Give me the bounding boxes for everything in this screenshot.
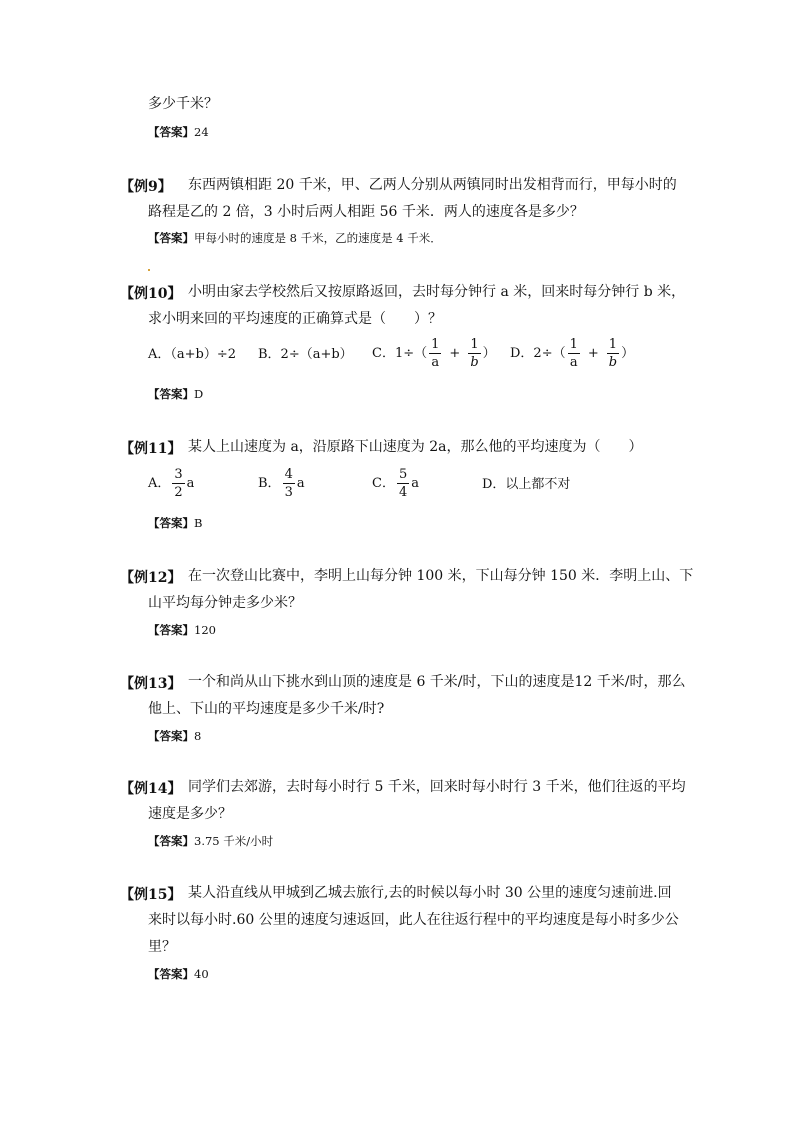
fraction-1-over-b bbox=[607, 337, 619, 370]
answer-value: 3.75 千米/小时 bbox=[194, 834, 274, 848]
option-c bbox=[372, 337, 496, 370]
answer-value: B bbox=[194, 516, 203, 530]
variable-a: a bbox=[296, 475, 305, 491]
problem-text-line: 来时以每小时.60 公里的速度匀速返回，此人在往返行程中的平均速度是每小时多少公 bbox=[148, 912, 679, 928]
fraction-1-over-a bbox=[568, 337, 580, 370]
option-a bbox=[148, 467, 194, 500]
fraction-denominator: a bbox=[431, 355, 440, 370]
problem-text-line: 里？ bbox=[148, 939, 176, 955]
option-b-prefix: B． bbox=[258, 475, 281, 491]
problem-text-line: 在一次登山比赛中，李明上山每分钟 100 米，下山每分钟 150 米．李明上山、下 bbox=[188, 568, 694, 584]
problem-text-line: 山平均每分钟走多少米？ bbox=[148, 595, 302, 611]
answer-value: 40 bbox=[194, 967, 209, 981]
fraction-numerator: 3 bbox=[174, 467, 183, 482]
fraction-numerator: 1 bbox=[470, 337, 479, 352]
fraction-denominator: 2 bbox=[174, 485, 183, 500]
answer-tag: 【答案】 bbox=[148, 729, 194, 743]
plus-sign: + bbox=[449, 345, 461, 361]
option-b bbox=[258, 467, 305, 500]
fraction-numerator: 1 bbox=[569, 337, 578, 352]
answer-line bbox=[148, 966, 209, 982]
option-d-prefix: D．2÷（ bbox=[510, 345, 566, 361]
answer-value: 8 bbox=[194, 729, 202, 743]
answer-value: 120 bbox=[194, 623, 216, 637]
close-paren: ） bbox=[621, 345, 635, 361]
option-d: D．以上都不对 bbox=[482, 477, 571, 492]
problem-text-line: 一个和尚从山下挑水到山顶的速度是 6 千米/时，下山的速度是12 千米/时，那么 bbox=[188, 674, 686, 690]
fraction-numerator: 1 bbox=[431, 337, 440, 352]
problem-text-line: 路程是乙的 2 倍，3 小时后两人相距 56 千米．两人的速度各是多少？ bbox=[148, 204, 584, 220]
answer-line bbox=[148, 230, 442, 246]
example-label: 【例11】 bbox=[120, 441, 182, 457]
answer-line bbox=[148, 833, 273, 849]
option-a: A．（a+b）÷2 bbox=[148, 347, 237, 362]
fraction-numerator: 4 bbox=[284, 467, 293, 482]
plus-sign: + bbox=[587, 345, 599, 361]
problem-text-line: 同学们去郊游，去时每小时行 5 千米，回来时每小时行 3 千米，他们往返的平均 bbox=[188, 779, 686, 795]
example-label: 【例9】 bbox=[120, 179, 172, 195]
answer-tag: 【答案】 bbox=[148, 125, 194, 139]
option-d bbox=[510, 337, 634, 370]
answer-tag: 【答案】 bbox=[148, 623, 194, 637]
problem-text-line: 某人沿直线从甲城到乙城去旅行,去的时候以每小时 30 公里的速度匀速前进.回 bbox=[188, 885, 672, 901]
answer-tag: 【答案】 bbox=[148, 834, 194, 848]
variable-a: a bbox=[186, 475, 195, 491]
answer-line bbox=[148, 124, 209, 140]
problem-text-line: 某人上山速度为 a，沿原路下山速度为 2a，那么他的平均速度为（ ） bbox=[188, 439, 643, 455]
fraction-denominator: b bbox=[608, 355, 618, 370]
problem-text-line: 小明由家去学校然后又按原路返回，去时每分钟行 a 米，回来时每分钟行 b 米， bbox=[188, 284, 686, 300]
answer-line bbox=[148, 386, 203, 402]
example-label: 【例14】 bbox=[120, 781, 182, 797]
fraction-numerator: 5 bbox=[398, 467, 408, 482]
answer-line bbox=[148, 728, 201, 744]
option-c bbox=[372, 467, 419, 500]
problem-text-line: 他上、下山的平均速度是多少千米/时? bbox=[148, 701, 385, 717]
fraction bbox=[172, 467, 184, 500]
stray-mark bbox=[148, 269, 150, 271]
answer-line bbox=[148, 515, 202, 531]
fraction-denominator: a bbox=[569, 355, 578, 370]
fraction-denominator: 3 bbox=[284, 485, 293, 500]
fraction-numerator: 1 bbox=[608, 337, 618, 352]
option-b: B．2÷（a+b） bbox=[258, 347, 353, 362]
example-label: 【例15】 bbox=[120, 887, 182, 903]
problem-text-line: 东西两镇相距 20 千米，甲、乙两人分别从两镇同时出发相背而行，甲每小时的 bbox=[188, 177, 677, 193]
answer-tag: 【答案】 bbox=[148, 231, 194, 245]
problem-continuation: 多少千米？ bbox=[148, 96, 218, 112]
answer-tag: 【答案】 bbox=[148, 967, 194, 981]
answer-tag: 【答案】 bbox=[148, 516, 194, 530]
answer-tag: 【答案】 bbox=[148, 387, 194, 401]
option-c-prefix: C．1÷（ bbox=[372, 345, 428, 361]
answer-value: 24 bbox=[194, 125, 209, 139]
answer-value: 甲每小时的速度是 8 千米，乙的速度是 4 千米． bbox=[194, 231, 442, 245]
variable-a: a bbox=[411, 475, 419, 491]
fraction-1-over-b bbox=[468, 337, 480, 370]
problem-text-line: 速度是多少？ bbox=[148, 806, 232, 822]
fraction-1-over-a bbox=[429, 337, 441, 370]
example-label: 【例13】 bbox=[120, 676, 182, 692]
option-c-prefix: C． bbox=[372, 475, 395, 491]
example-label: 【例10】 bbox=[120, 286, 182, 302]
close-paren: ） bbox=[482, 345, 496, 361]
example-label: 【例12】 bbox=[120, 570, 182, 586]
fraction-denominator: b bbox=[470, 355, 479, 370]
fraction bbox=[397, 467, 409, 500]
answer-value: D bbox=[194, 387, 204, 401]
answer-line bbox=[148, 622, 216, 638]
fraction bbox=[283, 467, 295, 500]
problem-text-line: 求小明来回的平均速度的正确算式是（ ）？ bbox=[148, 311, 442, 327]
fraction-denominator: 4 bbox=[398, 485, 408, 500]
option-a-prefix: A． bbox=[148, 475, 171, 491]
